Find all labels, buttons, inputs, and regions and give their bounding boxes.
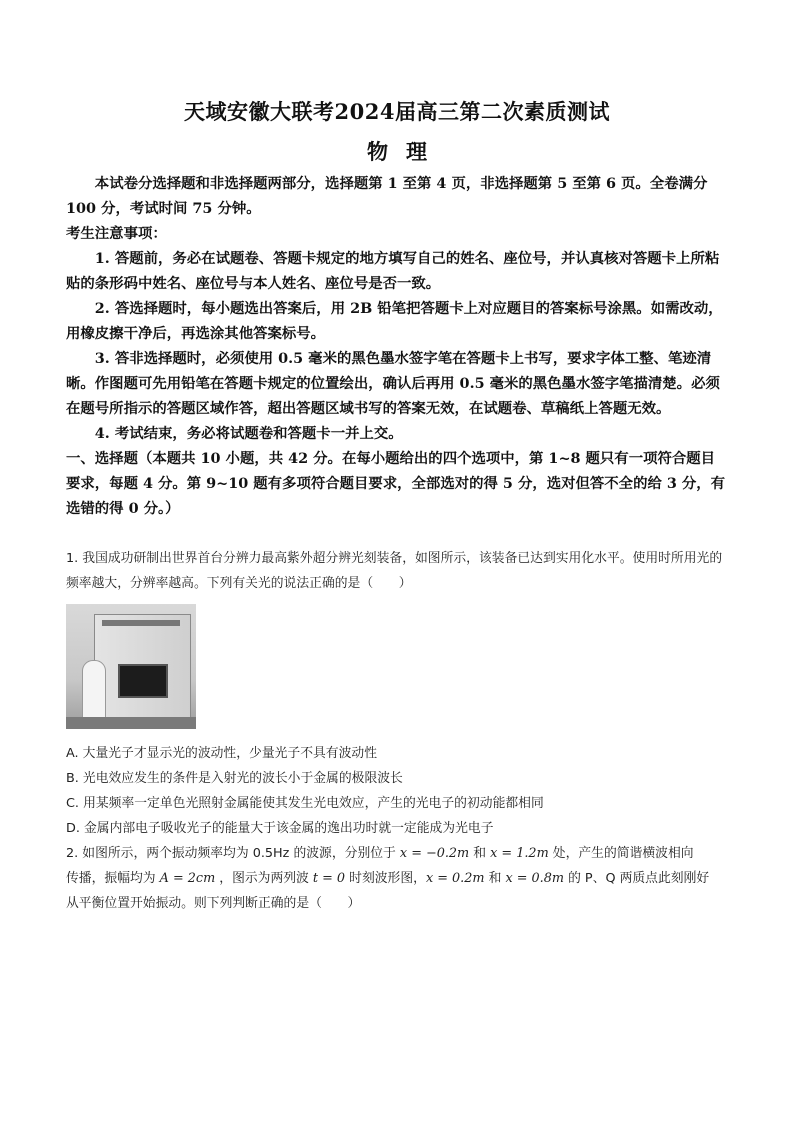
question-1-stem xyxy=(66,546,728,596)
notice-item-2: 2. 答选择题时，每小题选出答案后，用 2B 铅笔把答题卡上对应题目的答案标号涂黑。如需改动，用橡皮擦干净后，再选涂其他答案标号。 xyxy=(66,300,723,342)
q2-point-q-position: x = 0.8m xyxy=(505,871,564,886)
q2-point-p-position: x = 0.2m xyxy=(425,871,485,886)
q2-text: 2. 如图所示，两个振动频率均为 0.5Hz 的波源，分别位于 xyxy=(66,846,400,861)
notice-item-4: 4. 考试结束，务必将试题卷和答题卡一并上交。 xyxy=(94,425,403,442)
q2-text: ，图示为两列波 xyxy=(215,871,313,886)
notice-item-1: 1. 答题前，务必在试题卷、答题卡规定的地方填写自己的姓名、座位号，并认真核对答题卡上所粘贴的条形码中姓名、座位号与本人姓名、座位号是否一致。 xyxy=(66,250,720,292)
question-2-stem xyxy=(66,841,728,916)
q2-text: 时刻波形图， xyxy=(345,871,426,886)
q2-text: 传播，振幅均为 xyxy=(66,871,160,886)
question-2-line-3: 从平衡位置开始振动。则下列判断正确的是（ ） xyxy=(66,896,361,911)
notice-item-3: 3. 答非选择题时，必须使用 0.5 毫米的黑色墨水签字笔在答题卡上书写，要求字体工整、笔迹清晰。作图题可先用铅笔在答题卡规定的位置绘出，确认后再用 0.5 毫米的黑色墨水签字笔描清楚。必须在题号所指示的答题区域作答，超出答题区域书写的答案无效，在试题卷、草稿纸上答题无效。 xyxy=(66,350,720,417)
exam-title: 天域安徽大联考2024届高三第二次素质测试 xyxy=(184,99,610,124)
floor xyxy=(66,717,196,729)
q2-source-1-position: x = −0.2m xyxy=(399,846,470,861)
option-c: C. 用某频率一定单色光照射金属能使其发生光电效应，产生的光电子的初动能都相同 xyxy=(66,796,544,811)
q2-source-2-position: x = 1.2m xyxy=(490,846,549,861)
option-b: B. 光电效应发生的条件是入射光的波长小于金属的极限波长 xyxy=(66,771,403,786)
q2-time: t = 0 xyxy=(312,871,346,886)
machine-window xyxy=(118,664,168,698)
option-d: D. 金属内部电子吸收光子的能量大于该金属的逸出功时就一定能成为光电子 xyxy=(66,821,494,836)
q2-text: 和 xyxy=(469,846,491,861)
question-1-text: 1. 我国成功研制出世界首台分辨力最高紫外超分辨光刻装备，如图所示，该装备已达到实用化水平。使用时所用光的频率越大，分辨率越高。下列有关光的说法正确的是（ ） xyxy=(66,551,723,591)
question-1-options xyxy=(66,741,728,841)
intro-paragraph: 本试卷分选择题和非选择题两部分，选择题第 1 至第 4 页，非选择题第 5 至第 6 页。全卷满分 100 分，考试时间 75 分钟。 xyxy=(66,175,708,217)
option-a: A. 大量光子才显示光的波动性，少量光子不具有波动性 xyxy=(66,746,377,761)
notice-heading: 考生注意事项： xyxy=(66,225,167,242)
subject-title: 物理 xyxy=(367,139,445,164)
q2-text: 的 P、Q 两质点此刻刚好 xyxy=(564,871,710,886)
section-heading: 一、选择题（本题共 10 小题，共 42 分。在每小题给出的四个选项中，第 1~8 题只有一项符合题目要求，每题 4 分。第 9~10 题有多项符合题目要求，全部选对的得 5 分，选对但答不全的给 3 分，有选错的得 0 分。） xyxy=(66,450,726,517)
q2-text: 处，产生的简谐横波相向 xyxy=(548,846,694,861)
q2-text: 和 xyxy=(484,871,506,886)
question-2-line-1 xyxy=(66,841,728,866)
instructions xyxy=(66,171,728,521)
q2-amplitude: A = 2cm xyxy=(159,871,216,886)
machine-banner xyxy=(102,620,180,626)
lithography-equipment-photo xyxy=(66,604,196,729)
question-2-line-2 xyxy=(66,866,728,891)
